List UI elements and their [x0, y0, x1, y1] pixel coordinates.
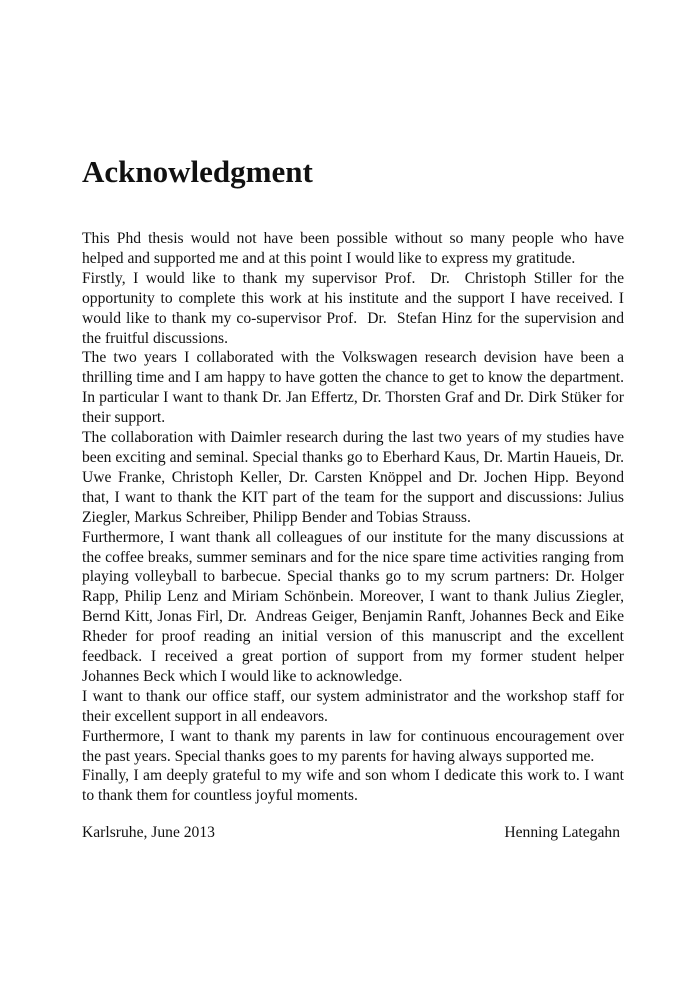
acknowledgment-body	[82, 229, 624, 806]
paragraph-family: Finally, I am deeply grateful to my wife and son whom I dedicate this work to. I want to thank them for countless joyful moments.	[82, 767, 624, 805]
place-date: Karlsruhe, June 2013	[82, 824, 215, 841]
page-title: Acknowledgment	[82, 154, 313, 189]
paragraph-colleagues: Furthermore, I want thank all colleagues of our institute for the many discussions at the coffee breaks, summer seminars and for the nice spare time activities ranging from playing volleyball to barbecue. Special thanks go to my scrum partners: Dr. Holger Rapp, Philip Lenz and Miriam Schönbein. Moreover, I want to thank Julius Ziegler, Bernd Kitt, Jonas Firl, Dr. Andreas Geiger, Benjamin Ranft, Johannes Beck and Eike Rheder for proof reading an initial version of this manuscript and the excellent feedback. I received a great portion of support from my former student helper Johannes Beck which I would like to acknowledge.	[82, 528, 624, 685]
paragraph-staff: I want to thank our office staff, our system administrator and the workshop staff for their excellent support in all endeavors.	[82, 687, 624, 725]
paragraph-volkswagen: The two years I collaborated with the Volkswagen research devision have been a thrilling time and I am happy to have gotten the chance to get to know the department. In particular I want to thank Dr. Jan Effertz, Dr. Thorsten Graf and Dr. Dirk Stüker for their support.	[82, 349, 624, 427]
signature-line	[82, 823, 620, 843]
author-name: Henning Lategahn	[504, 824, 620, 841]
paragraph-parents: Furthermore, I want to thank my parents in law for continuous encouragement over the past years. Special thanks goes to my parents for having always supported me.	[82, 727, 624, 765]
paragraph-intro: This Phd thesis would not have been possible without so many people who have helped and supported me and at this point I would like to express my gratitude.	[82, 230, 624, 267]
paragraph-daimler: The collaboration with Daimler research during the last two years of my studies have been exciting and seminal. Special thanks go to Eberhard Kaus, Dr. Martin Haueis, Dr. Uwe Franke, Christoph Keller, Dr. Carsten Knöppel and Dr. Jochen Hipp. Beyond that, I want to thank the KIT part of the team for the support and discussions: Julius Ziegler, Markus Schreiber, Philipp Bender and Tobias Strauss.	[82, 429, 624, 526]
paragraph-supervisors: Firstly, I would like to thank my supervisor Prof. Dr. Christoph Stiller for the opportunity to complete this work at his institute and the support I have received. I would like to thank my co-supervisor Prof. Dr. Stefan Hinz for the supervision and the fruitful discussions.	[82, 269, 624, 347]
